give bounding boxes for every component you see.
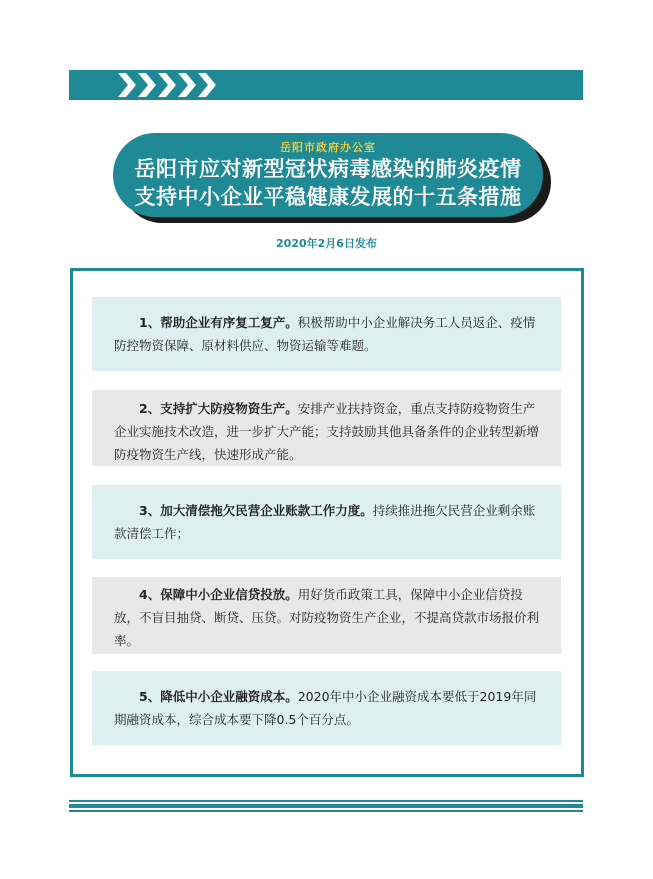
measure-body: 持续推进拖欠民营企业剩余账款清偿工作； [114, 503, 536, 541]
divider-stripe [69, 804, 583, 808]
measure-heading: 支持扩大防疫物资生产。 [160, 401, 298, 416]
title-line-2: 支持中小企业平稳健康发展的十五条措施 [134, 185, 522, 209]
measure-heading: 加大清偿拖欠民营企业账款工作力度。 [160, 503, 373, 518]
divider-stripe [69, 810, 583, 812]
issuing-office: 岳阳市政府办公室 [280, 141, 376, 154]
measure-number: 1、 [139, 315, 161, 330]
title-banner-pill [113, 133, 543, 217]
measure-number: 3、 [139, 503, 161, 518]
measure-item-1 [92, 297, 561, 371]
measure-item-5 [92, 671, 561, 745]
measure-number: 5、 [139, 689, 161, 704]
publish-date: 2020年2月6日发布 [276, 237, 377, 250]
title-line-1: 岳阳市应对新型冠状病毒感染的肺炎疫情 [134, 157, 522, 181]
measure-item-2 [92, 390, 561, 466]
measure-heading: 保障中小企业信贷投放。 [160, 587, 298, 602]
measure-item-4 [92, 577, 561, 654]
measure-number: 2、 [139, 401, 161, 416]
measure-body: 积极帮助中小企业解决务工人员返企、疫情防控物资保障、原材料供应、物资运输等难题。 [114, 315, 536, 353]
measure-item-3 [92, 485, 561, 559]
measure-body: 2020年中小企业融资成本要低于2019年同期融资成本，综合成本要下降0.5个百分点。 [114, 689, 537, 727]
chevron-decoration-icon [118, 70, 238, 100]
measure-body: 安排产业扶持资金，重点支持防疫物资生产企业实施技术改造，进一步扩大产能；支持鼓励其他具备条件的企业转型新增防疫物资生产线，快速形成产能。 [114, 401, 540, 462]
measure-body: 用好货币政策工具，保障中小企业信贷投放，不盲目抽贷、断贷、压贷。对防疫物资生产企业，不提高贷款市场报价利率。 [114, 587, 540, 648]
divider-stripe [69, 800, 583, 802]
measure-heading: 降低中小企业融资成本。 [160, 689, 298, 704]
measure-number: 4、 [139, 587, 161, 602]
measure-heading: 帮助企业有序复工复产。 [160, 315, 298, 330]
page-title [113, 155, 543, 211]
title-banner [113, 133, 543, 217]
bottom-divider [69, 800, 583, 812]
